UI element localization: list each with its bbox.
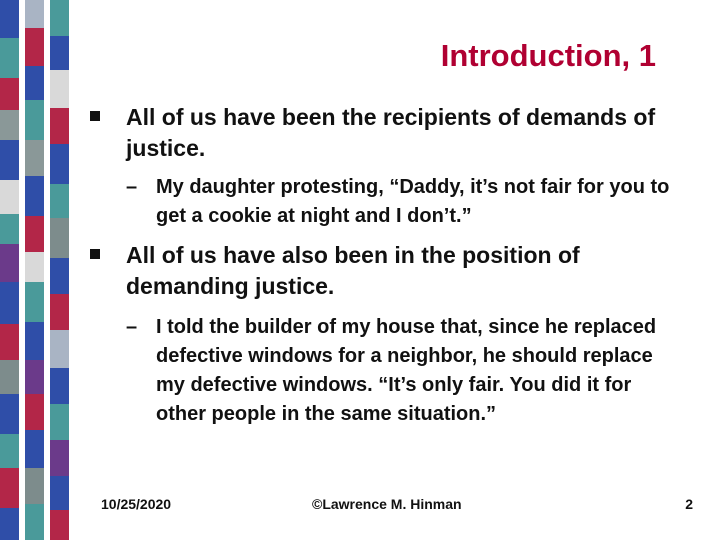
sub-bullet-text: I told the builder of my house that, since he replaced defective windows for a neighbor, he should replace my defective windows. “It’s only fair. You did it for other people in the same situation.” [156,316,657,425]
dash-marker: – [126,316,138,338]
bullet-text: All of us have also been in the position of demanding justice. [126,242,580,299]
sub-bullet-item [126,313,686,461]
sub-bullet-text: My daughter protesting, “Daddy, it’s not fair for you to get a cookie at night and I don’t.” [156,176,670,227]
bullet-item [90,240,680,304]
footer-date: 10/25/2020 [101,496,172,512]
bullet-item [90,102,680,166]
stripe-column [25,0,44,540]
slide-title: Introduction, 1 [440,38,656,73]
dash-marker: – [126,176,138,198]
decorative-stripe [0,0,72,540]
square-bullet-icon [90,111,100,121]
footer-author: ©Lawrence M. Hinman [312,496,462,512]
square-bullet-icon [90,249,100,259]
stripe-column [0,0,19,540]
bullet-text: All of us have been the recipients of demands of justice. [126,104,656,161]
page-number: 2 [685,496,693,512]
stripe-column [50,0,69,540]
sub-bullet-item [126,173,686,231]
